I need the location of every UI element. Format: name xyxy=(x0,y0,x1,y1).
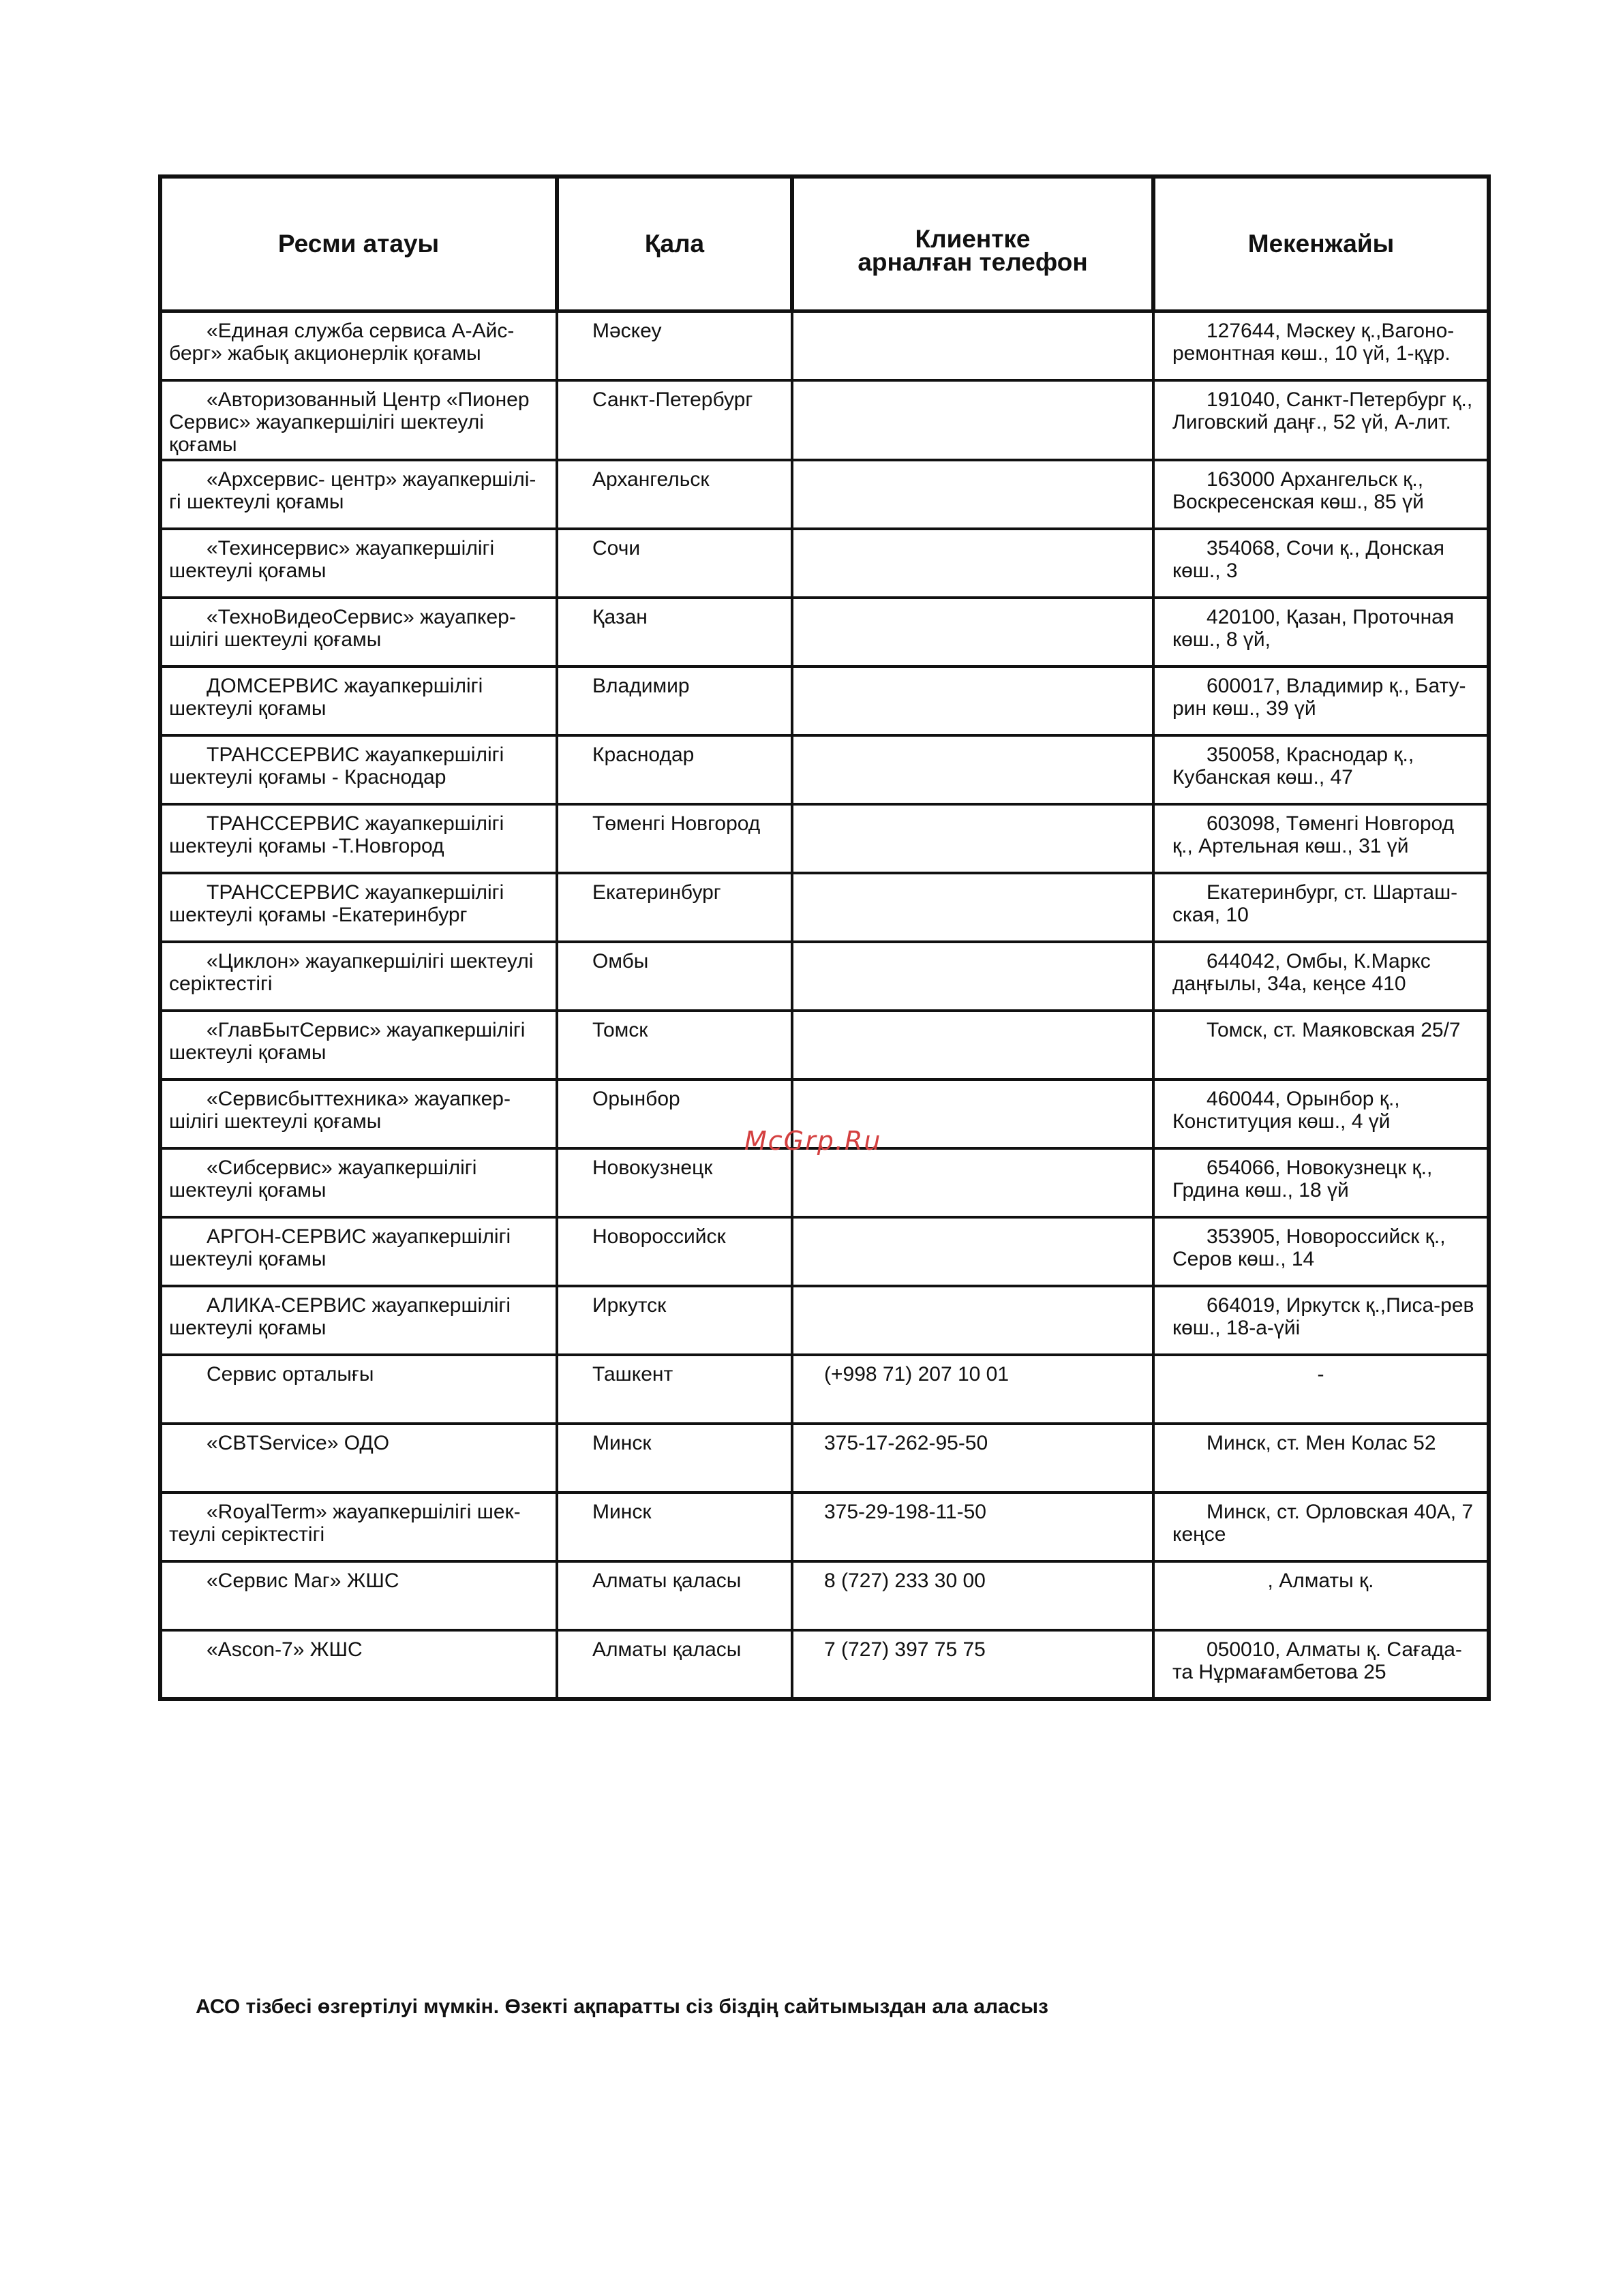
table-row xyxy=(160,460,1489,529)
cell-client-phone xyxy=(792,1286,1153,1355)
cell-official-name: ДОМСЕРВИС жауапкершілігі шектеулі қоғамы xyxy=(160,667,557,735)
cell-official-name: «Единая служба сервиса А-Айс-берг» жабық акционерлік қоғамы xyxy=(160,311,557,380)
header-official-name: Ресми атауы xyxy=(160,177,557,311)
header-city: Қала xyxy=(557,177,792,311)
cell-client-phone xyxy=(792,598,1153,667)
cell-official-name: ТРАНССЕРВИС жауапкершілігі шектеулі қоғамы - Краснодар xyxy=(160,735,557,804)
footnote: АСО тізбесі өзгертілуі мүмкін. Өзекті ақпаратты сіз біздің сайтымыздан ала аласыз xyxy=(196,1995,1048,2018)
cell-city: Санкт-Петербург xyxy=(557,380,792,460)
cell-address: - xyxy=(1153,1355,1489,1424)
cell-address: 460044, Орынбор қ., Конституция көш., 4 үй xyxy=(1153,1080,1489,1148)
header-client-phone-line1: Клиентке xyxy=(915,225,1031,253)
cell-city: Алматы қаласы xyxy=(557,1561,792,1630)
cell-official-name: АЛИКА-СЕРВИС жауапкершілігі шектеулі қоғамы xyxy=(160,1286,557,1355)
cell-client-phone xyxy=(792,735,1153,804)
cell-city: Қазан xyxy=(557,598,792,667)
cell-official-name: ТРАНССЕРВИС жауапкершілігі шектеулі қоғамы -Т.Новгород xyxy=(160,804,557,873)
cell-official-name: «Авторизованный Центр «Пионер Сервис» жауапкершілігі шектеулі қоғамы xyxy=(160,380,557,460)
cell-address: 420100, Қазан, Проточная көш., 8 үй, xyxy=(1153,598,1489,667)
cell-address: , Алматы қ. xyxy=(1153,1561,1489,1630)
header-client-phone-line2: арналған телефон xyxy=(858,248,1088,276)
table-row xyxy=(160,1561,1489,1630)
table-row xyxy=(160,735,1489,804)
cell-address: 654066, Новокузнецк қ., Грдина көш., 18 үй xyxy=(1153,1148,1489,1217)
cell-address: Томск, ст. Маяковская 25/7 xyxy=(1153,1011,1489,1080)
cell-client-phone: 375-29-198-11-50 xyxy=(792,1493,1153,1561)
table-row xyxy=(160,1148,1489,1217)
cell-city: Екатеринбург xyxy=(557,873,792,942)
table-row xyxy=(160,804,1489,873)
cell-address: 354068, Сочи қ., Донская көш., 3 xyxy=(1153,529,1489,598)
cell-client-phone xyxy=(792,667,1153,735)
table-row xyxy=(160,1355,1489,1424)
cell-official-name: «Ascon-7» ЖШС xyxy=(160,1630,557,1699)
cell-client-phone xyxy=(792,460,1153,529)
cell-official-name: «RoyalTerm» жауапкершілігі шек-теулі серіктестігі xyxy=(160,1493,557,1561)
cell-client-phone xyxy=(792,804,1153,873)
service-center-table xyxy=(158,174,1491,1701)
table-body xyxy=(160,311,1489,1699)
header-client-phone xyxy=(792,177,1153,311)
cell-city: Мәскеу xyxy=(557,311,792,380)
cell-official-name: «Сервис Маг» ЖШС xyxy=(160,1561,557,1630)
cell-address: 163000 Архангельск қ., Воскресенская көш., 85 үй xyxy=(1153,460,1489,529)
cell-official-name: ТРАНССЕРВИС жауапкершілігі шектеулі қоғамы -Екатеринбург xyxy=(160,873,557,942)
cell-official-name: АРГОН-СЕРВИС жауапкершілігі шектеулі қоғамы xyxy=(160,1217,557,1286)
cell-client-phone: 8 (727) 233 30 00 xyxy=(792,1561,1153,1630)
cell-client-phone xyxy=(792,942,1153,1011)
cell-address: 191040, Санкт-Петербург қ., Лиговский даңғ., 52 үй, А-лит. xyxy=(1153,380,1489,460)
table-row xyxy=(160,598,1489,667)
table-row xyxy=(160,942,1489,1011)
cell-city: Томск xyxy=(557,1011,792,1080)
cell-address: Екатеринбург, ст. Шарташ-ская, 10 xyxy=(1153,873,1489,942)
cell-address: 353905, Новороссийск қ., Серов көш., 14 xyxy=(1153,1217,1489,1286)
table-row xyxy=(160,873,1489,942)
cell-city: Алматы қаласы xyxy=(557,1630,792,1699)
cell-address: Минск, ст. Орловская 40А, 7 кеңсе xyxy=(1153,1493,1489,1561)
cell-client-phone: 7 (727) 397 75 75 xyxy=(792,1630,1153,1699)
table-row xyxy=(160,667,1489,735)
cell-address: 664019, Иркутск қ.,Писа-рев көш., 18-а-үйі xyxy=(1153,1286,1489,1355)
cell-city: Сочи xyxy=(557,529,792,598)
cell-address: 600017, Владимир қ., Бату-рин көш., 39 үй xyxy=(1153,667,1489,735)
cell-official-name: Сервис орталығы xyxy=(160,1355,557,1424)
cell-city: Минск xyxy=(557,1424,792,1493)
table-row xyxy=(160,1493,1489,1561)
watermark: McGrp.Ru xyxy=(744,1126,882,1156)
table-row xyxy=(160,1011,1489,1080)
table-row xyxy=(160,380,1489,460)
cell-client-phone xyxy=(792,1148,1153,1217)
cell-client-phone xyxy=(792,873,1153,942)
cell-address: 050010, Алматы қ. Сағада-та Нұрмағамбетова 25 xyxy=(1153,1630,1489,1699)
table-row xyxy=(160,1286,1489,1355)
cell-city: Минск xyxy=(557,1493,792,1561)
cell-city: Төменгі Новгород xyxy=(557,804,792,873)
cell-official-name: «ГлавБытСервис» жауапкершілігі шектеулі қоғамы xyxy=(160,1011,557,1080)
cell-official-name: «CBTService» ОДО xyxy=(160,1424,557,1493)
table-header-row xyxy=(160,177,1489,311)
cell-city: Иркутск xyxy=(557,1286,792,1355)
table-row xyxy=(160,1630,1489,1699)
cell-city: Ташкент xyxy=(557,1355,792,1424)
cell-city: Краснодар xyxy=(557,735,792,804)
cell-city: Архангельск xyxy=(557,460,792,529)
cell-official-name: «ТехноВидеоСервис» жауапкер-шілігі шектеулі қоғамы xyxy=(160,598,557,667)
table-row xyxy=(160,1424,1489,1493)
cell-city: Владимир xyxy=(557,667,792,735)
table-row xyxy=(160,529,1489,598)
header-address: Мекенжайы xyxy=(1153,177,1489,311)
cell-client-phone: (+998 71) 207 10 01 xyxy=(792,1355,1153,1424)
cell-address: Минск, ст. Мен Колас 52 xyxy=(1153,1424,1489,1493)
cell-address: 603098, Төменгі Новгород қ., Артельная көш., 31 үй xyxy=(1153,804,1489,873)
cell-city: Новороссийск xyxy=(557,1217,792,1286)
cell-address: 127644, Мәскеу қ.,Вагоно-ремонтная көш., 10 үй, 1-құр. xyxy=(1153,311,1489,380)
cell-city: Омбы xyxy=(557,942,792,1011)
table-row xyxy=(160,1217,1489,1286)
cell-official-name: «Сибсервис» жауапкершілігі шектеулі қоғамы xyxy=(160,1148,557,1217)
cell-client-phone: 375-17-262-95-50 xyxy=(792,1424,1153,1493)
cell-official-name: «Циклон» жауапкершілігі шектеулі серіктестігі xyxy=(160,942,557,1011)
cell-address: 350058, Краснодар қ., Кубанская көш., 47 xyxy=(1153,735,1489,804)
cell-official-name: «Сервисбыттехника» жауапкер-шілігі шектеулі қоғамы xyxy=(160,1080,557,1148)
cell-city: Орынбор xyxy=(557,1080,792,1148)
cell-client-phone xyxy=(792,380,1153,460)
cell-client-phone xyxy=(792,1011,1153,1080)
cell-client-phone xyxy=(792,529,1153,598)
cell-official-name: «Архсервис- центр» жауапкершілі-гі шектеулі қоғамы xyxy=(160,460,557,529)
cell-official-name: «Техинсервис» жауапкершілігі шектеулі қоғамы xyxy=(160,529,557,598)
cell-city: Новокузнецк xyxy=(557,1148,792,1217)
cell-client-phone xyxy=(792,311,1153,380)
cell-address: 644042, Омбы, К.Маркс даңғылы, 34а, кеңсе 410 xyxy=(1153,942,1489,1011)
cell-client-phone xyxy=(792,1217,1153,1286)
table-row xyxy=(160,311,1489,380)
